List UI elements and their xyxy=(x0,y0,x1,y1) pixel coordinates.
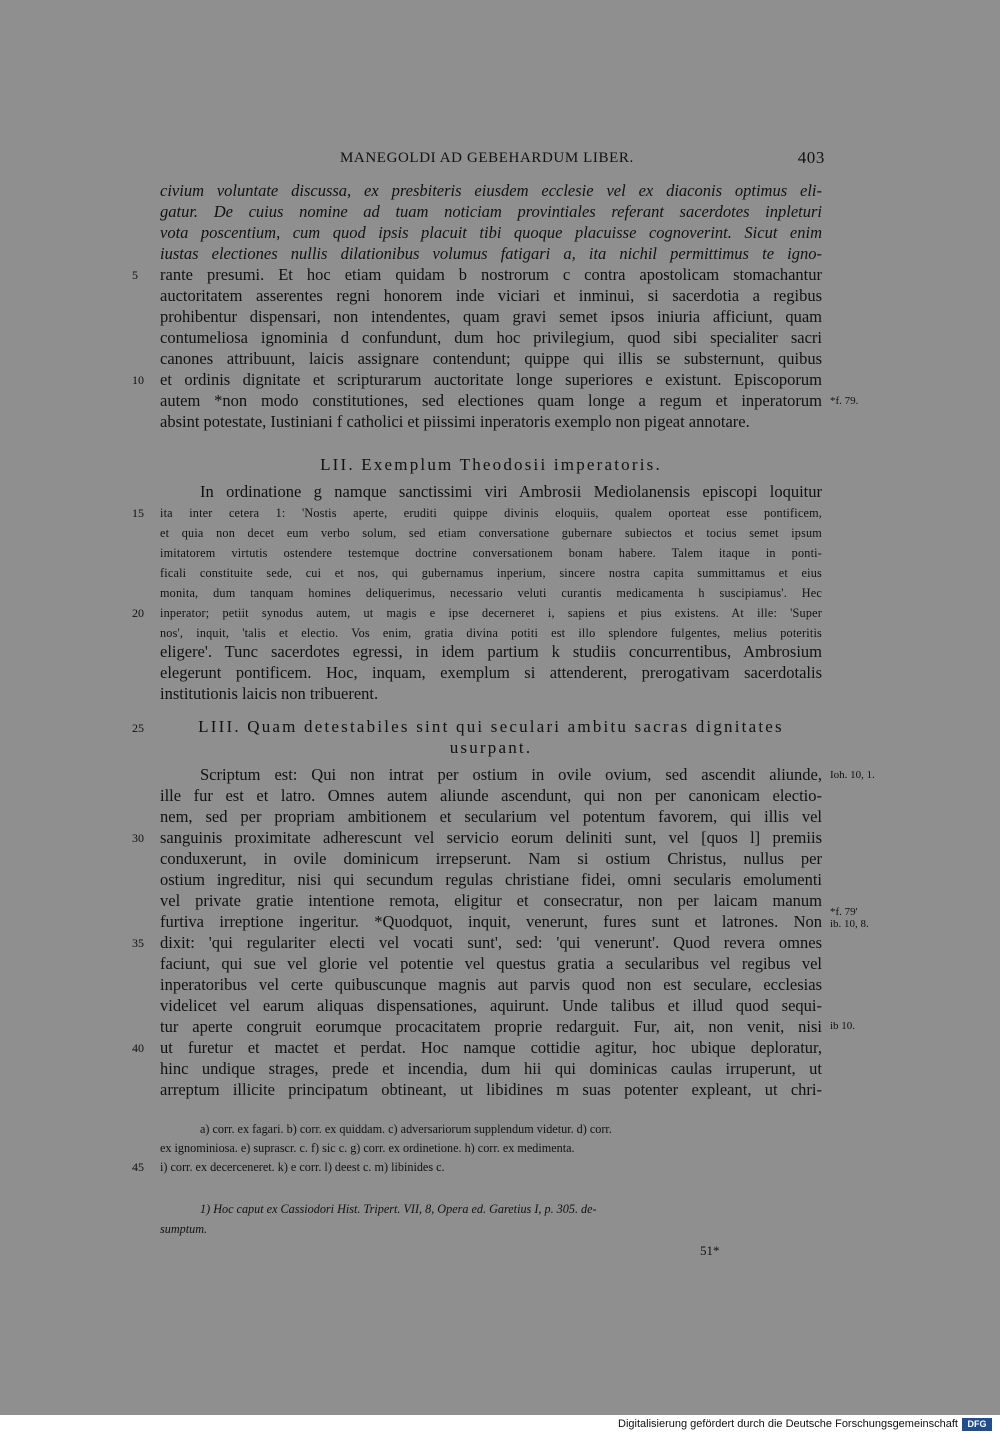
text-line: ut furetur et mactet et perdat. Hoc namque cottidie agitur, hoc ubique deploratur, xyxy=(160,1038,822,1057)
text-line: ille fur est et latro. Omnes autem aliunde ascendunt, qui non per canonicam electio- xyxy=(160,786,822,805)
footnote-line: sumptum. xyxy=(160,1222,208,1236)
text-line: Scriptum est: Qui non intrat per ostium in ovile ovium, sed ascendit aliunde, xyxy=(200,765,822,784)
margin-note: *f. 79' xyxy=(830,906,858,918)
text-line: elegerunt pontificem. Hoc, inquam, exemplum si attenderent, prerogativam sacerdotalis xyxy=(160,663,822,682)
text-line: videlicet vel earum aliquas dispensationes, aquirunt. Unde talibus et illud quod sequi- xyxy=(160,996,822,1015)
printer-signature: 51* xyxy=(700,1243,720,1258)
line-number: 15 xyxy=(132,506,144,520)
quote-line: monita, dum tanquam homines deliquerimus, necessario veluti curantis medicamenta h suscipiamus'. Hec xyxy=(160,586,822,600)
margin-note: ib 10. xyxy=(830,1020,856,1032)
text-line: furtiva irreptione ingeritur. *Quodquot, inquit, venerunt, fures sunt et latrones. Non xyxy=(160,912,822,931)
apparatus-line: ex ignominiosa. e) suprascr. c. f) sic c. g) corr. ex ordinetione. h) corr. ex medimenta. xyxy=(160,1141,575,1155)
running-title: MANEGOLDI AD GEBEHARDUM LIBER. xyxy=(340,150,634,166)
text-line: canones attribuunt, laicis assignare contendunt; quippe qui illis se substernunt, quibus xyxy=(160,349,822,368)
text-line: absint potestate, Iustiniani f catholici et piissimi inperatoris exemplo non pigeat annotare. xyxy=(160,412,750,431)
margin-note: ib. 10, 8. xyxy=(830,918,869,930)
chapter-heading: LII. Exemplum Theodosii imperatoris. xyxy=(320,455,662,474)
line-number: 10 xyxy=(132,373,144,387)
funding-bar xyxy=(0,1415,1000,1434)
page-number: 403 xyxy=(797,148,825,167)
apparatus-line: i) corr. ex decerceneret. k) e corr. l) deest c. m) libinides c. xyxy=(160,1160,445,1174)
quote-line: et quia non decet eum verbo solum, sed etiam conversatione gubernare subiectos et tocius semet ipsum xyxy=(160,526,822,540)
quote-line: ficali constituite sede, cui et nos, qui gubernamus inperium, sincere nostra capita summittamus et eius xyxy=(160,566,822,580)
line-number: 25 xyxy=(132,721,144,735)
quote-line: ita inter cetera 1: 'Nostis aperte, eruditi quippe divinis eloquiis, qualem oporteat esse pontificem, xyxy=(160,506,822,520)
margin-note: *f. 79. xyxy=(830,395,859,407)
line-number: 30 xyxy=(132,831,144,845)
funding-text: Digitalisierung gefördert durch die Deutsche Forschungsgemeinschaft xyxy=(618,1418,958,1430)
line-number: 45 xyxy=(132,1160,144,1174)
text-line: eligere'. Tunc sacerdotes egressi, in idem partium k studiis concurrentibus, Ambrosium xyxy=(160,642,822,661)
text-line: vel private gratie intentione remota, eligitur et consecratur, non per laicam manum xyxy=(160,891,822,910)
quote-line: imitatorem virtutis ostendere testemque doctrine conversationem bonam habere. Talem itaque in ponti- xyxy=(160,546,822,560)
text-line: inperatoribus vel certe quibuscunque magnis aut parvis quod non est seculare, ecclesias xyxy=(160,975,822,994)
chapter-heading-cont: usurpant. xyxy=(449,738,533,757)
line-number: 35 xyxy=(132,936,144,950)
quote-line: nos', inquit, 'talis et electio. Vos enim, gratia divina potiti est illo splendore fulgentes, melius poteritis xyxy=(160,626,822,640)
text-line: gatur. De cuius nomine ad tuam noticiam provintiales referant sacerdotes inpleturi xyxy=(160,202,822,221)
text-line: civium voluntate discussa, ex presbiteris eiusdem ecclesie vel ex diaconis optimus eli- xyxy=(160,181,822,200)
text-line: arreptum illicite principatum obtineant, ut libidines m suas potenter expleant, ut chri- xyxy=(160,1080,822,1099)
text-line: iustas electiones nullis dilationibus volumus fatigari a, ita nichil permittimus te igno- xyxy=(160,244,822,263)
text-line: In ordinatione g namque sanctissimi viri Ambrosii Mediolanensis episcopi loquitur xyxy=(200,482,822,501)
text-line: ostium ingreditur, nisi qui secundum regulas christiane fidei, omni secularis emolumenti xyxy=(160,870,822,889)
text-line: et ordinis dignitate et scripturarum auctoritate longe superiores e existunt. Episcoporum xyxy=(160,370,822,389)
footnote-line: 1) Hoc caput ex Cassiodori Hist. Tripert. VII, 8, Opera ed. Garetius I, p. 305. de- xyxy=(200,1202,597,1216)
text-line: contumeliosa ignominia d confundunt, dum hoc privilegium, quod sibi specialiter sacri xyxy=(160,328,822,347)
margin-note: Ioh. 10, 1. xyxy=(830,769,875,781)
text-line: nem, sed per propriam ambitionem et secularium vel potentum favorem, qui illis vel xyxy=(160,807,822,826)
text-line: rante presumi. Et hoc etiam quidam b nostrorum c contra apostolicam stomachantur xyxy=(160,265,822,284)
chapter-heading: LIII. Quam detestabiles sint qui seculari ambitu sacras dignitates xyxy=(198,717,784,736)
text-line: institutionis laicis non tribuerent. xyxy=(160,684,379,703)
apparatus-line: a) corr. ex fagari. b) corr. ex quiddam. c) adversariorum supplendum videtur. d) corr. xyxy=(200,1122,612,1136)
line-number: 5 xyxy=(132,268,138,282)
text-line: faciunt, qui sue vel glorie vel potentie vel questus gratia a secularibus vel regibus vel xyxy=(160,954,822,973)
line-number: 40 xyxy=(132,1041,144,1055)
text-line: hinc undique strages, prede et incendia, dum hii qui dominicas caulas irruperunt, ut xyxy=(160,1059,822,1078)
text-line: auctoritatem asserentes regni honorem inde viciari et inminui, si sacerdotia a regibus xyxy=(160,286,822,305)
line-number: 20 xyxy=(132,606,144,620)
text-line: tur aperte congruit eorumque procacitatem proprie redarguit. Fur, ait, non venit, nisi xyxy=(160,1017,822,1036)
text-line: prohibentur dispensari, non intendentes, quam gravi semet ipsos iniuria afficiunt, quam xyxy=(160,307,822,326)
text-line: vota poscentium, cum quod ipsis placuit tibi quoque placuisse cognoverint. Sicut enim xyxy=(160,223,822,242)
quote-line: inperator; petiit synodus autem, ut magis e ipse decerneret i, sapiens et pius existens. At ille: 'Super xyxy=(160,606,822,620)
text-line: autem *non modo constitutiones, sed electiones quam longe a regum et inperatorum xyxy=(160,391,822,410)
dfg-logo[interactable]: DFG xyxy=(962,1418,992,1431)
text-line: conduxerunt, in ovile dominicum irrepserunt. Nam si ostium Christus, nullus per xyxy=(160,849,822,868)
text-line: dixit: 'qui regulariter electi vel vocati sunt', sed: 'qui venerunt'. Quod revera omnes xyxy=(160,933,822,952)
text-line: sanguinis proximitate adherescunt vel servicio eorum deliniti sunt, vel [quos l] premiis xyxy=(160,828,822,847)
